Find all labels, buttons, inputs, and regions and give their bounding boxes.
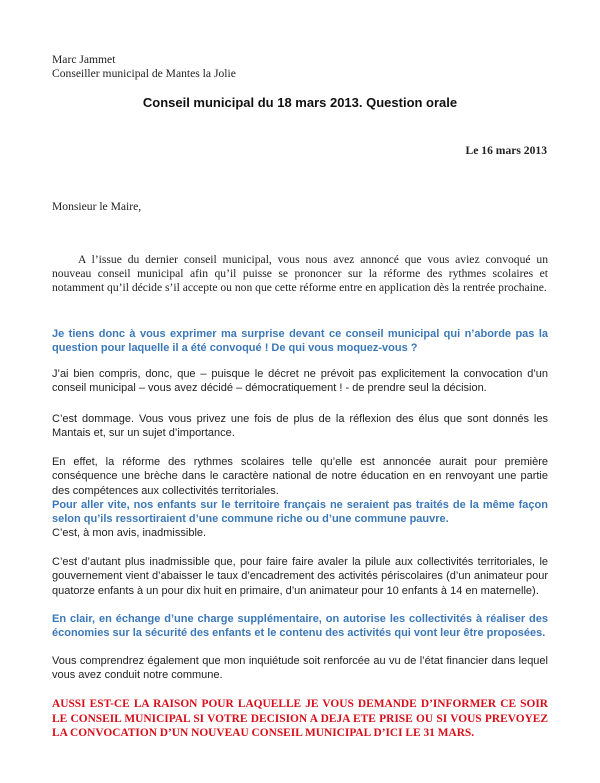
paragraph-2-emphasis: Je tiens donc à vous exprimer ma surprise devant ce conseil municipal qui n’aborde pas la question pour laquelle il a été convoqué ! De qui vous moquez-vous ? [52,328,548,355]
paragraph-6: C’est d’autant plus inadmissible que, pour faire faire avaler la pilule aux collectivités territoriales, le gouvernement vient d’abaisser le taux d’encadrement des activités périscolaires (d’un animateur pour quatorze enfants à un pour dix huit en primaire, d’un animateur pour 10 enfants à 14 en maternelle). [52,556,548,597]
paragraph-8-request: AUSSI EST-CE LA RAISON POUR LAQUELLE JE VOUS DEMANDE D’INFORMER CE SOIR LE CONSEIL MUNICIPAL SI VOTRE DECISION A DEJA ETE PRISE OU SI VOUS PREVOYEZ LA CONVOCATION D’UN NOUVEAU CONSEIL MUNICIPAL D’ICI LE 31 MARS. [52,698,548,740]
sender-block [52,53,236,82]
paragraph-1-rest: nouveau conseil municipal afin qu’il puisse se prononcer sur la réforme des rythmes scolaires et notamment qu’il décide s’il accepte ou non que cette réforme entre en application dès la rentrée prochaine. [52,267,548,295]
paragraph-6-emphasis: En clair, en échange d’une charge supplémentaire, on autorise les collectivités à réaliser des économies sur la sécurité des enfants et le contenu des activités qui vont leur être proposées. [52,613,548,640]
sender-role: Conseiller municipal de Mantes la Jolie [52,67,236,81]
sender-name: Marc Jammet [52,53,116,66]
paragraph-7: Vous comprendrez également que mon inquiétude soit renforcée au vu de l’état financier dans lequel vous avez conduit notre commune. [52,655,548,682]
paragraph-4: C’est dommage. Vous vous privez une fois de plus de la réflexion des élus que sont donnés les Mantais et, sur un sujet d’importance. [52,413,548,440]
letter-date: Le 16 mars 2013 [465,144,547,157]
letter-title: Conseil municipal du 18 mars 2013. Question orale [142,95,458,110]
paragraph-3: J’ai bien compris, donc, que – puisque le décret ne prévoit pas explicitement la convocation d’un conseil municipal – vous avez décidé – démocratiquement ! - de prendre seul la décision. [52,368,548,395]
salutation: Monsieur le Maire, [52,200,142,213]
paragraph-5: En effet, la réforme des rythmes scolaires telle qu’elle est annoncée aurait pour première conséquence une brèche dans le caractère national de notre éducation en en renvoyant une partie des compétences aux collectivités territoriales. [52,456,548,497]
paragraph-1-first-line: A l’issue du dernier conseil municipal, vous nous avez annoncé que vous aviez convoqué un [78,253,548,266]
paragraph-5-conclusion: C’est, à mon avis, inadmissible. [52,527,207,539]
paragraph-5-emphasis: Pour aller vite, nos enfants sur le territoire français ne seraient pas traités de la même façon selon qu’ils ressortiraient d’une commune riche ou d’une commune pauvre. [52,499,548,526]
